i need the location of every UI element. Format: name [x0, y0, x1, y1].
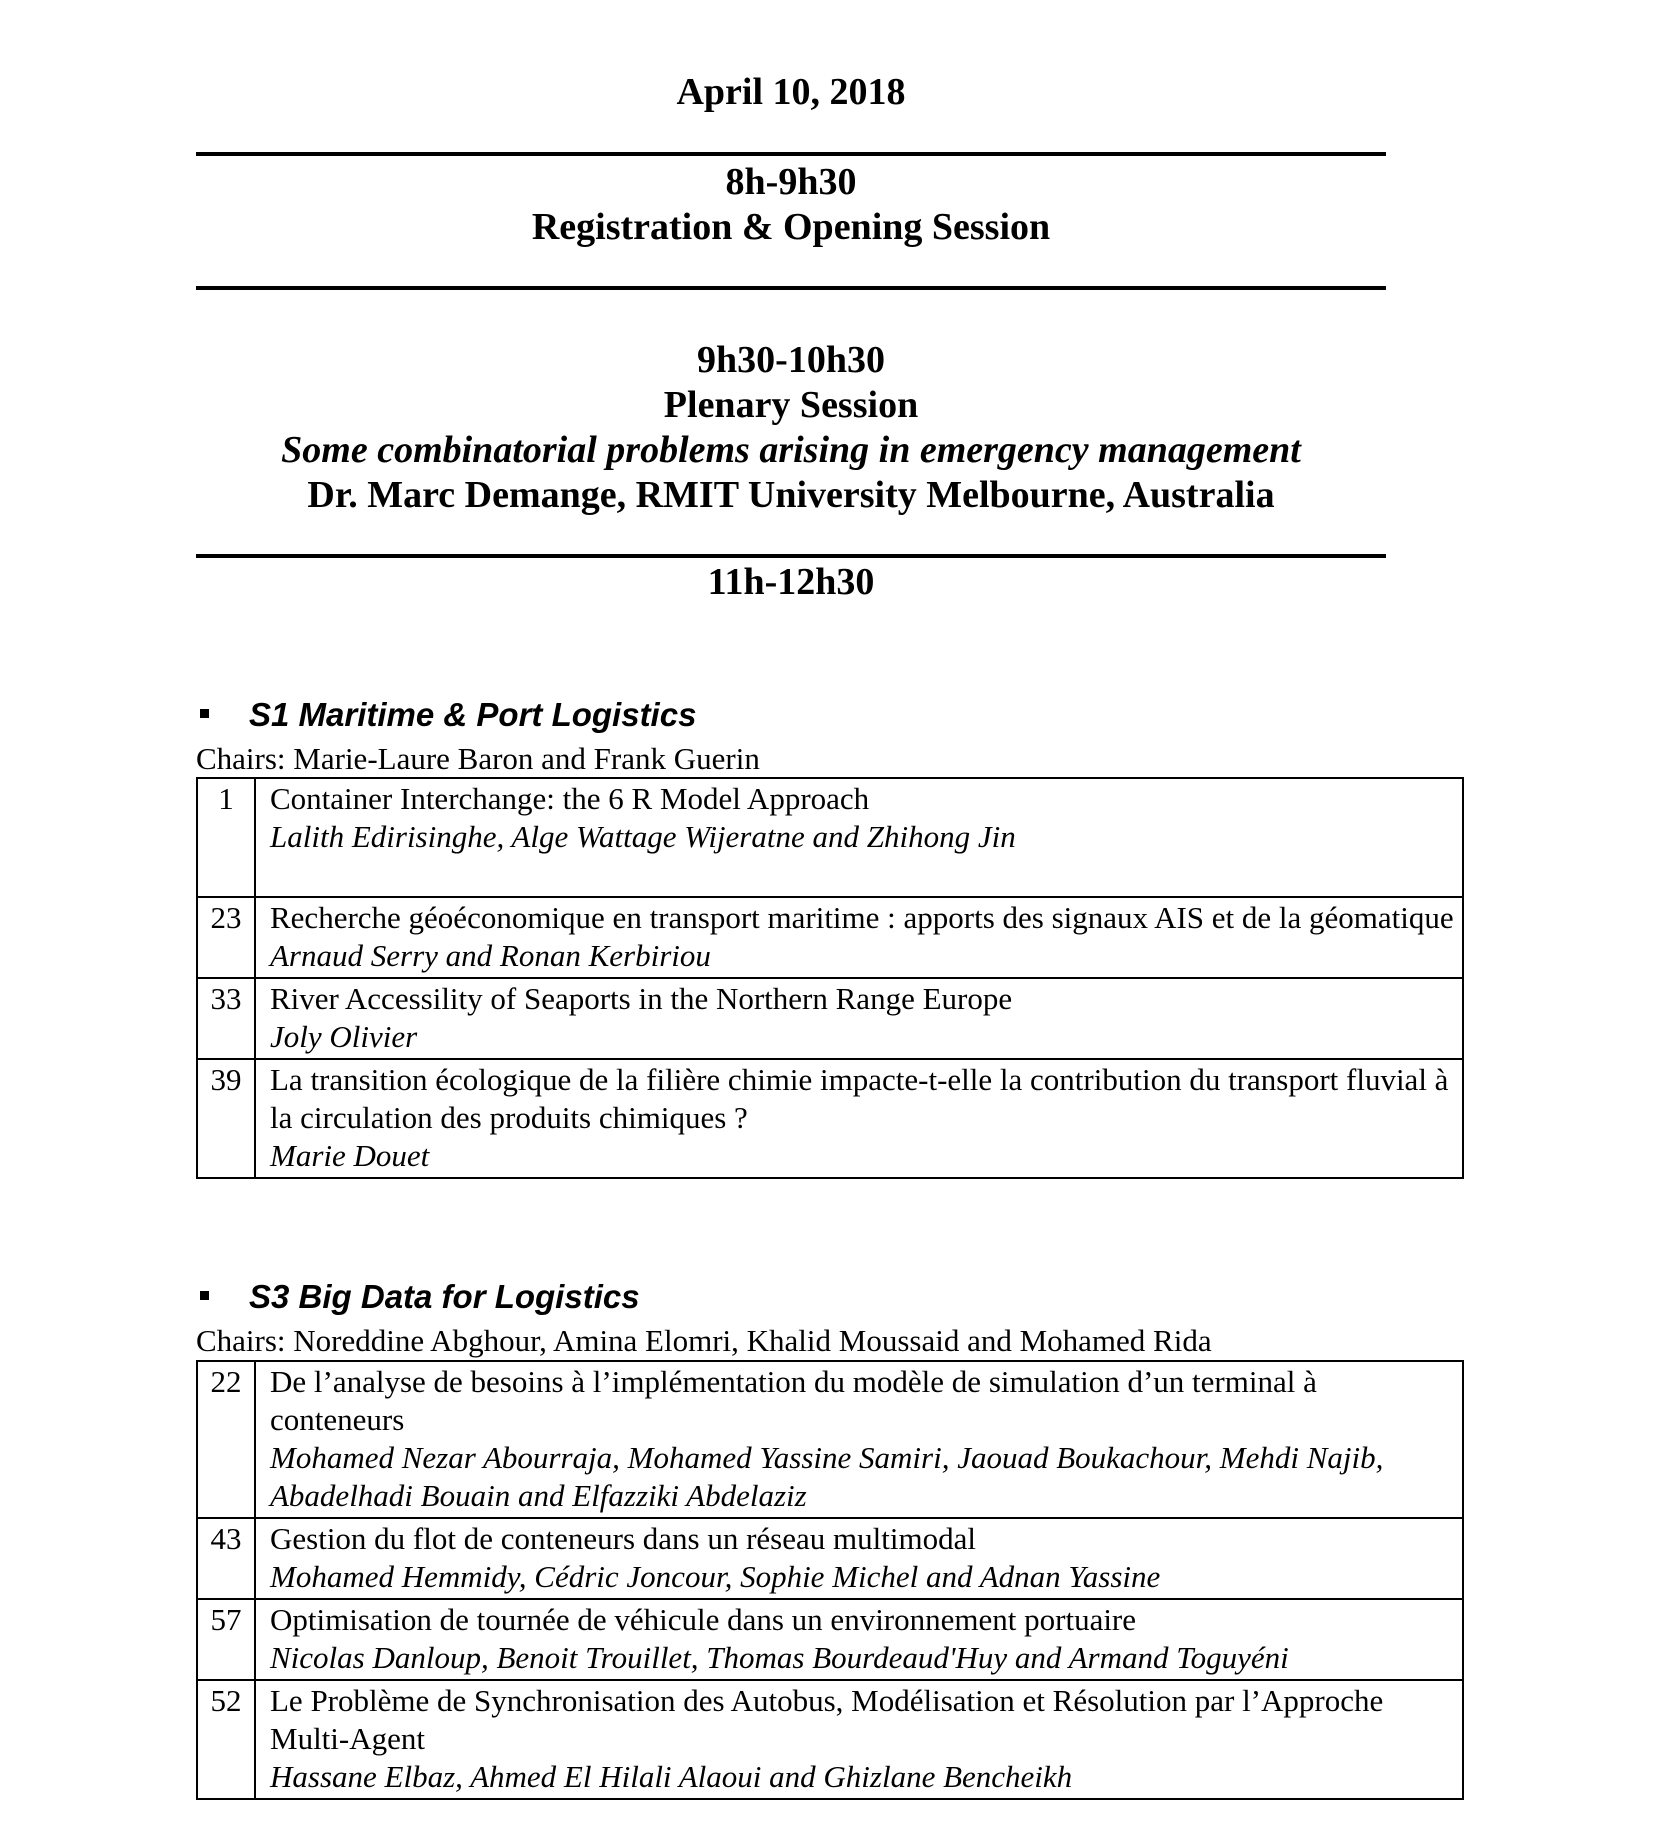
session-chairs-s1: Chairs: Marie-Laure Baron and Frank Guerin: [196, 741, 760, 776]
slot-registration: [196, 160, 1386, 250]
slot-time: 11h-12h30: [707, 561, 875, 603]
paper-id: 22: [197, 1361, 255, 1518]
papers-table-s1: [196, 777, 1464, 1179]
paper-id: 39: [197, 1059, 255, 1178]
table-row: [197, 1518, 1463, 1599]
paper-authors: Nicolas Danloup, Benoit Trouillet, Thomas Bourdeaud'Huy and Armand Toguyéni: [270, 1640, 1289, 1675]
paper-cell: [255, 1518, 1463, 1599]
slot-time: 8h-9h30: [725, 161, 857, 203]
papers-table-s3: [196, 1360, 1464, 1800]
paper-authors: Lalith Edirisinghe, Alge Wattage Wijeratne and Zhihong Jin: [270, 819, 1016, 854]
paper-title: Container Interchange: the 6 R Model Approach: [270, 781, 870, 816]
table-row: [197, 1361, 1463, 1518]
bullet-icon: [200, 709, 209, 718]
session-name: S3 Big Data for Logistics: [249, 1278, 640, 1315]
paper-authors: Arnaud Serry and Ronan Kerbiriou: [270, 938, 711, 973]
slot-title: Registration & Opening Session: [531, 206, 1051, 248]
page-date: [196, 70, 1386, 115]
paper-cell: [255, 978, 1463, 1059]
divider-2: [196, 286, 1386, 290]
paper-authors: Mohamed Hemmidy, Cédric Joncour, Sophie Michel and Adnan Yassine: [270, 1559, 1161, 1594]
plenary-talk-title: Some combinatorial problems arising in emergency management: [281, 429, 1301, 471]
date-text: April 10, 2018: [676, 71, 906, 113]
paper-authors: Joly Olivier: [270, 1019, 418, 1054]
paper-title: La transition écologique de la filière chimie impacte-t-elle la contribution du transport fluvial à la circulation des produits chimiques ?: [270, 1062, 1449, 1135]
paper-authors: Marie Douet: [270, 1138, 430, 1173]
paper-authors: Hassane Elbaz, Ahmed El Hilali Alaoui and Ghizlane Bencheikh: [270, 1759, 1073, 1794]
table-row: [197, 1059, 1463, 1178]
bullet-icon: [200, 1291, 209, 1300]
table-row: [197, 1599, 1463, 1680]
paper-title: Optimisation de tournée de véhicule dans un environnement portuaire: [270, 1602, 1137, 1637]
session-chairs-s3: Chairs: Noreddine Abghour, Amina Elomri, Khalid Moussaid and Mohamed Rida: [196, 1323, 1212, 1358]
paper-title: Le Problème de Synchronisation des Autobus, Modélisation et Résolution par l’Approche Multi-Agent: [270, 1683, 1384, 1756]
session-name: S1 Maritime & Port Logistics: [249, 696, 697, 733]
paper-cell: [255, 778, 1463, 897]
paper-title: De l’analyse de besoins à l’implémentation du modèle de simulation d’un terminal à conteneurs: [270, 1364, 1317, 1437]
plenary-speaker: Dr. Marc Demange, RMIT University Melbourne, Australia: [307, 474, 1275, 516]
table-row: [197, 978, 1463, 1059]
paper-id: 43: [197, 1518, 255, 1599]
divider-3: [196, 554, 1386, 558]
session-heading-s1: [200, 695, 696, 735]
slot-title: Plenary Session: [663, 384, 919, 426]
paper-authors: Mohamed Nezar Abourraja, Mohamed Yassine Samiri, Jaouad Boukachour, Mehdi Najib, Abadelhadi Bouain and Elfazziki Abdelaziz: [270, 1440, 1384, 1513]
table-row: [197, 1680, 1463, 1799]
paper-id: 23: [197, 897, 255, 978]
slot-plenary: [196, 338, 1386, 518]
paper-cell: [255, 1361, 1463, 1518]
slot-parallel: [196, 560, 1386, 605]
table-row: [197, 897, 1463, 978]
paper-id: 33: [197, 978, 255, 1059]
paper-cell: [255, 1680, 1463, 1799]
paper-cell: [255, 1059, 1463, 1178]
row-spacer: [270, 856, 1454, 894]
paper-cell: [255, 897, 1463, 978]
paper-title: Recherche géoéconomique en transport maritime : apports des signaux AIS et de la géomatique: [270, 900, 1454, 935]
paper-id: 57: [197, 1599, 255, 1680]
table-row: [197, 778, 1463, 897]
session-heading-s3: [200, 1277, 640, 1317]
paper-id: 1: [197, 778, 255, 897]
paper-cell: [255, 1599, 1463, 1680]
divider-1: [196, 152, 1386, 156]
slot-time: 9h30-10h30: [697, 339, 885, 381]
paper-id: 52: [197, 1680, 255, 1799]
paper-title: River Accessility of Seaports in the Northern Range Europe: [270, 981, 1013, 1016]
paper-title: Gestion du flot de conteneurs dans un réseau multimodal: [270, 1521, 976, 1556]
